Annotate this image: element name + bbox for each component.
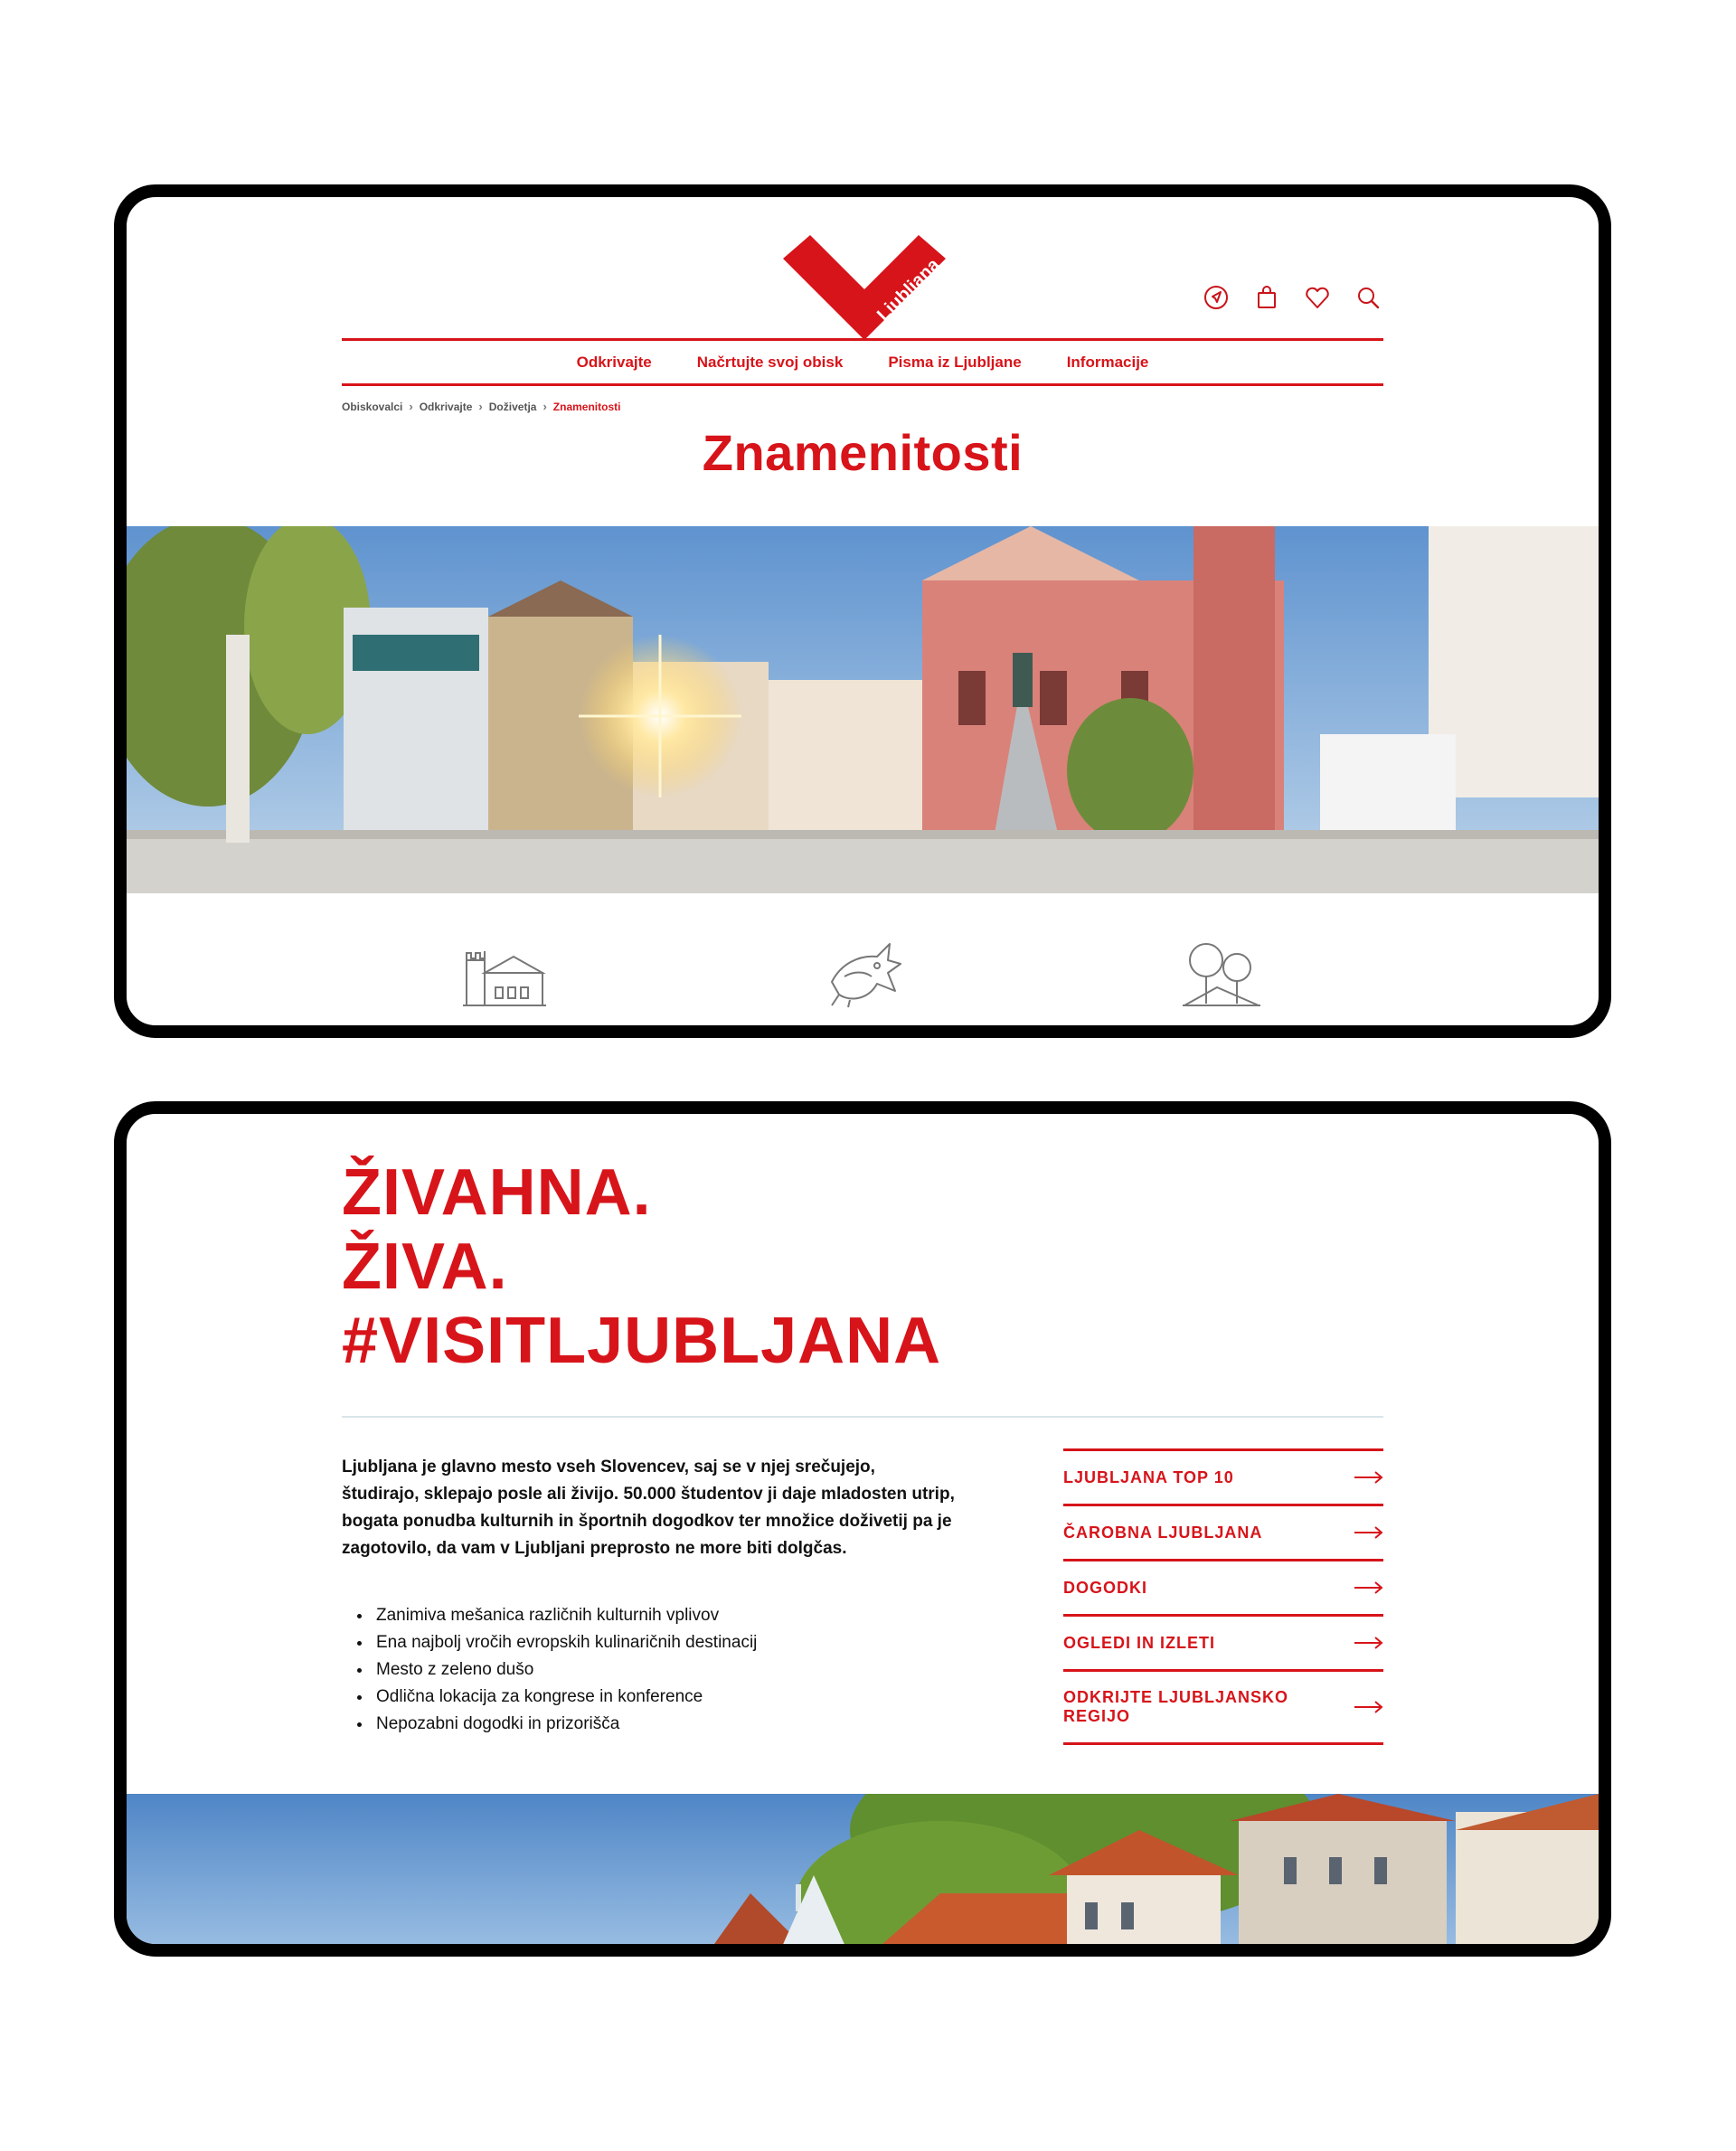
location-arrow-icon[interactable] — [1203, 284, 1230, 311]
link-label: ČAROBNA LJUBLJANA — [1063, 1523, 1263, 1542]
arrow-right-icon — [1354, 1471, 1383, 1484]
page-title: Znamenitosti — [702, 424, 1024, 481]
nav-item-nacrtujte-obisk[interactable]: Načrtujte svoj obisk — [696, 354, 844, 371]
list-item: • Nepozabni dogodki in prizorišča — [373, 1711, 757, 1738]
link-dogodki[interactable] — [1063, 1561, 1383, 1617]
heart-icon[interactable] — [1304, 284, 1331, 311]
page-screenshot-top — [114, 184, 1611, 1038]
breadcrumb-item-odkrivajte[interactable]: Odkrivajte — [419, 400, 473, 413]
arrow-right-icon — [1354, 1581, 1383, 1594]
link-label: ODKRIJTE LJUBLJANSKO REGIJO — [1063, 1688, 1289, 1725]
main-nav — [342, 343, 1383, 382]
ljubljana-logo[interactable] — [783, 235, 946, 353]
chevron-right-icon: › — [409, 400, 413, 413]
nav-item-odkrivajte[interactable]: Odkrivajte — [576, 354, 652, 371]
list-item: • Odlična lokacija za kongrese in konference — [373, 1684, 757, 1711]
link-label: DOGODKI — [1063, 1578, 1148, 1597]
hero-image — [127, 526, 1599, 893]
nav-bottom-rule — [342, 383, 1383, 386]
chevron-right-icon: › — [542, 400, 547, 413]
list-item: • Zanimiva mešanica različnih kulturnih vplivov — [373, 1602, 757, 1629]
highlights-list — [342, 1602, 757, 1738]
link-ogledi-izleti[interactable] — [1063, 1617, 1383, 1672]
link-carobna-ljubljana[interactable] — [1063, 1506, 1383, 1561]
arrow-right-icon — [1354, 1701, 1383, 1713]
dragon-icon[interactable] — [823, 937, 904, 1009]
trees-icon[interactable] — [1181, 937, 1262, 1009]
search-icon[interactable] — [1354, 284, 1382, 311]
logo-wordmark: Ljubljana — [873, 254, 944, 325]
nav-item-informacije[interactable]: Informacije — [1066, 354, 1149, 371]
nav-top-rule — [342, 338, 1383, 341]
chevron-right-icon: › — [478, 400, 483, 413]
breadcrumb — [342, 400, 620, 413]
intro-paragraph: Ljubljana je glavno mesto vseh Slovencev, saj se v njej srečujejo, študirajo, sklepajo posle ali živijo. 50.000 študentov ji daje mladosten utrip, bogata ponudba kulturnih in športnih dogodkov ter množice doživetij pa je zagotovilo, da vam v Ljubljani preprosto ne more biti dolgčas. — [342, 1458, 955, 1558]
breadcrumb-current: Znamenitosti — [552, 400, 621, 413]
link-label: OGLEDI IN IZLETI — [1063, 1633, 1215, 1652]
shopping-bag-icon[interactable] — [1253, 284, 1280, 311]
page-screenshot-bottom — [114, 1101, 1611, 1957]
section-divider — [342, 1416, 1383, 1418]
header-icons — [1203, 284, 1382, 311]
list-item: • Mesto z zeleno dušo — [373, 1656, 757, 1684]
breadcrumb-item-dozivetja[interactable]: Doživetja — [488, 400, 537, 413]
list-item: • Ena najbolj vročih evropskih kulinaričnih destinacij — [373, 1629, 757, 1656]
city-photo — [127, 1794, 1599, 1957]
nav-item-pisma[interactable]: Pisma iz Ljubljane — [888, 354, 1022, 371]
breadcrumb-item-obiskovalci[interactable]: Obiskovalci — [342, 400, 403, 413]
arrow-right-icon — [1354, 1526, 1383, 1539]
link-top-10[interactable] — [1063, 1451, 1383, 1506]
tagline-line: ŽIVA. — [342, 1231, 508, 1303]
arrow-right-icon — [1354, 1637, 1383, 1649]
tagline-line: ŽIVAHNA. — [342, 1156, 652, 1229]
quick-links — [1063, 1448, 1383, 1745]
tagline-hashtag: #VISITLJUBLJANA — [342, 1305, 942, 1377]
link-ljubljanska-regija[interactable] — [1063, 1672, 1383, 1745]
castle-icon[interactable] — [461, 937, 548, 1009]
link-label: LJUBLJANA TOP 10 — [1063, 1467, 1234, 1486]
tagline — [342, 1156, 941, 1378]
